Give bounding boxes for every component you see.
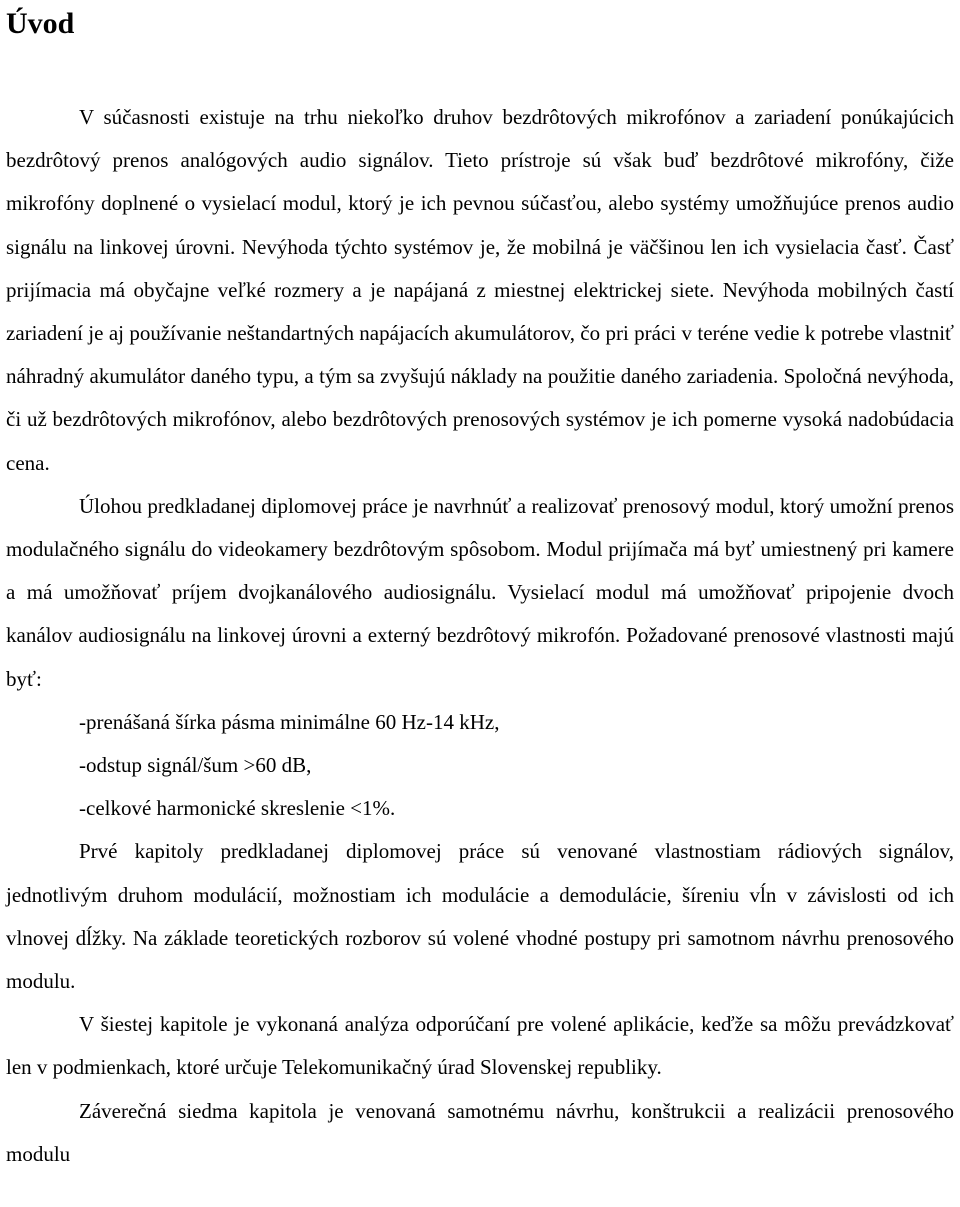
paragraph-chapter-six: V šiestej kapitole je vykonaná analýza odporúčaní pre volené aplikácie, keďže sa môžu prevádzkovať len v podmienkach, ktoré určuje Telekomunikačný úrad Slovenskej republiky. [6, 1012, 954, 1080]
document-body [6, 96, 954, 1176]
paragraph-task: Úlohou predkladanej diplomovej práce je navrhnúť a realizovať prenosový modul, ktorý umožní prenos modulačného signálu do videokamery bezdrôtovým spôsobom. Modul prijímača má byť umiestnený pri kamere a má umožňovať príjem dvojkanálového audiosignálu. Vysielací modul má umožňovať pripojenie dvoch kanálov audiosignálu na linkovej úrovni a externý bezdrôtový mikrofón. Požadované prenosové vlastnosti majú byť: [6, 493, 954, 691]
requirement-item: -odstup signál/šum >60 dB, [79, 753, 312, 778]
requirement-item: -prenášaná šírka pásma minimálne 60 Hz-14 kHz, [79, 709, 500, 734]
paragraph-chapters: Prvé kapitoly predkladanej diplomovej práce sú venované vlastnostiam rádiových signálov, jednotlivým druhom modulácií, možnostiam ich modulácie a demodulácie, šíreniu vĺn v závislosti od ich vlnovej dĺžky. Na základe teoretických rozborov sú volené vhodné postupy pri samotnom návrhu prenosového modulu. [6, 839, 954, 994]
paragraph-intro: V súčasnosti existuje na trhu niekoľko druhov bezdrôtových mikrofónov a zariadení ponúkajúcich bezdrôtový prenos analógových audio signálov. Tieto prístroje sú však buď bezdrôtové mikrofóny, čiže mikrofóny doplnené o vysielací modul, ktorý je ich pevnou súčasťou, alebo systémy umožňujúce prenos audio signálu na linkovej úrovni. Nevýhoda týchto systémov je, že mobilná je väčšinou len ich vysielacia časť. Časť prijímacia má obyčajne veľké rozmery a je napájaná z miestnej elektrickej siete. Nevýhoda mobilných častí zariadení je aj používanie neštandartných napájacích akumulátorov, čo pri práci v teréne vedie k potrebe vlastniť náhradný akumulátor daného typu, a tým sa zvyšujú náklady na použitie daného zariadenia. Spoločná nevýhoda, či už bezdrôtových mikrofónov, alebo bezdrôtových prenosových systémov je ich pomerne vysoká nadobúdacia cena. [6, 105, 954, 475]
page-title: Úvod [6, 7, 75, 40]
paragraph-chapter-seven: Záverečná siedma kapitola je venovaná samotnému návrhu, konštrukcii a realizácii prenosového modulu [6, 1098, 954, 1166]
requirement-item: -celkové harmonické skreslenie <1%. [79, 796, 396, 821]
